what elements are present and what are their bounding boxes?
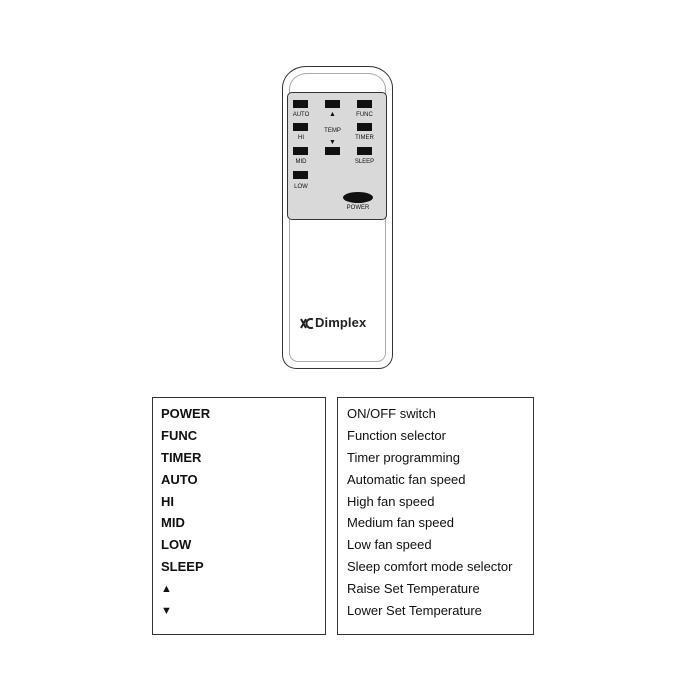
brand-name: Dimplex <box>315 315 367 330</box>
legend-key-up-arrow-icon: ▲ <box>161 583 172 595</box>
legend-key: MID <box>161 515 185 530</box>
legend-key: TIMER <box>161 450 202 465</box>
legend-description: Automatic fan speed <box>347 472 466 487</box>
hi-button[interactable] <box>293 123 308 131</box>
legend-description: Low fan speed <box>347 537 432 552</box>
legend-key: AUTO <box>161 472 198 487</box>
brand-logo <box>300 315 366 330</box>
power-button[interactable] <box>343 192 373 203</box>
up-arrow-icon: ▲ <box>329 111 336 118</box>
low-button[interactable] <box>293 171 308 179</box>
legend-description: Medium fan speed <box>347 515 454 530</box>
auto-label: AUTO <box>292 112 310 118</box>
legend-key: FUNC <box>161 428 198 443</box>
legend-description: Raise Set Temperature <box>347 581 480 596</box>
dimplex-logo-icon <box>300 317 314 328</box>
mid-button[interactable] <box>293 147 308 155</box>
hi-label: HI <box>298 135 304 141</box>
temp-up-button[interactable] <box>325 100 340 108</box>
timer-button[interactable] <box>357 123 372 131</box>
timer-label: TIMER <box>355 135 374 141</box>
sleep-label: SLEEP <box>354 159 375 165</box>
power-label: POWER <box>346 205 370 211</box>
down-arrow-icon: ▼ <box>329 139 336 146</box>
legend-key: LOW <box>161 537 192 552</box>
legend-key-down-arrow-icon: ▼ <box>161 605 172 617</box>
legend-description: ON/OFF switch <box>347 406 436 421</box>
low-label: LOW <box>294 184 308 190</box>
legend-description: High fan speed <box>347 494 435 509</box>
sleep-button[interactable] <box>357 147 372 155</box>
legend-key: SLEEP <box>161 559 204 574</box>
legend-description: Sleep comfort mode selector <box>347 559 513 574</box>
temp-label: TEMP <box>324 128 341 134</box>
func-label: FUNC <box>356 112 373 118</box>
legend-description: Function selector <box>347 428 446 443</box>
mid-label: MID <box>295 159 307 165</box>
legend-description: Lower Set Temperature <box>347 603 482 618</box>
func-button[interactable] <box>357 100 372 108</box>
legend-description: Timer programming <box>347 450 460 465</box>
auto-button[interactable] <box>293 100 308 108</box>
legend-key: POWER <box>161 406 211 421</box>
temp-down-button[interactable] <box>325 147 340 155</box>
legend-key: HI <box>161 494 174 509</box>
